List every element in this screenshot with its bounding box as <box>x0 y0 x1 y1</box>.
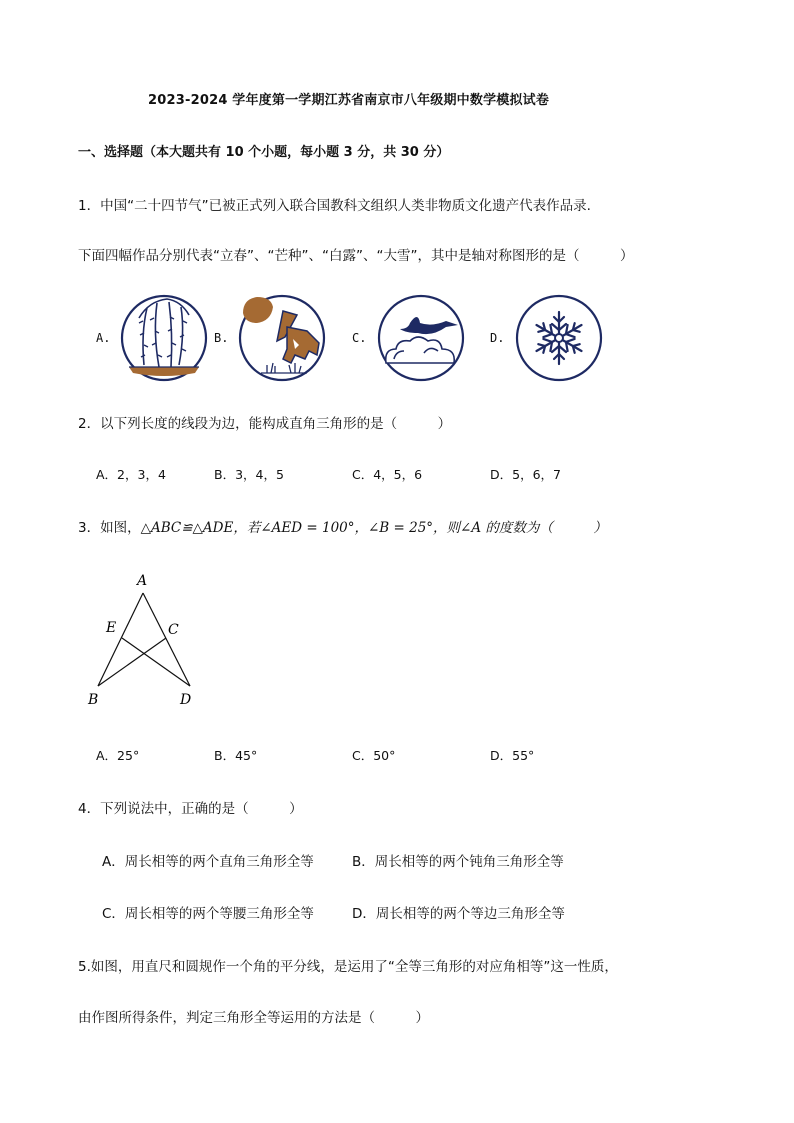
vertex-b-label: B <box>88 692 99 708</box>
vertex-d-label: D <box>180 692 192 708</box>
q4-option-c: C．周长相等的两个等腰三角形全等 <box>102 906 314 922</box>
vertex-e-label: E <box>106 620 117 636</box>
q5-line2: 由作图所得条件，判定三角形全等运用的方法是（ ） <box>78 1010 429 1026</box>
q4-option-d: D．周长相等的两个等边三角形全等 <box>352 906 565 922</box>
vertex-c-label: C <box>168 622 179 638</box>
page-title: 2023-2024 学年度第一学期江苏省南京市八年级期中数学模拟试卷 <box>148 93 550 108</box>
q4-option-a: A．周长相等的两个直角三角形全等 <box>102 854 314 870</box>
q1-option-c-label: C. <box>352 331 367 345</box>
q4-stem: 4．下列说法中，正确的是（ ） <box>78 801 303 817</box>
q3-option-a: A．25° <box>96 748 140 763</box>
q3-prefix: 3．如图， <box>78 520 141 536</box>
goose-icon <box>376 293 466 383</box>
q2-stem: 2．以下列长度的线段为边，能构成直角三角形的是（ ） <box>78 416 452 432</box>
q1-option-b-label: B. <box>214 331 229 345</box>
q3-condition: △ABC≌△ADE，若∠AED = 100°，∠B = 25°，则∠A 的度数为（ ） <box>140 520 607 536</box>
q3-option-c: C．50° <box>352 748 396 763</box>
q2-option-a: A．2，3，4 <box>96 467 166 482</box>
q3-stem <box>78 516 607 536</box>
snowflake-icon <box>514 293 604 383</box>
triangle-figure <box>84 568 208 712</box>
q2-option-b: B．3，4，5 <box>214 467 284 482</box>
q1-line2: 下面四幅作品分别代表“立春”、“芒种”、“白露”、“大雪”，其中是轴对称图形的是（ ） <box>78 248 634 264</box>
q5-line1: 5.如图，用直尺和圆规作一个角的平分线，是运用了“全等三角形的对应角相等”这一性质， <box>78 959 618 975</box>
q4-option-b: B．周长相等的两个钝角三角形全等 <box>352 854 564 870</box>
q1-line1: 1．中国“二十四节气”已被正式列入联合国教科文组织人类非物质文化遗产代表作品录. <box>78 198 591 214</box>
q3-option-b: B．45° <box>214 748 258 763</box>
farmer-icon <box>237 293 327 383</box>
vertex-a-label: A <box>137 573 148 589</box>
section-heading: 一、选择题（本大题共有 10 个小题，每小题 3 分，共 30 分） <box>78 145 450 160</box>
q2-option-d: D．5，6，7 <box>490 467 561 482</box>
q2-option-c: C．4，5，6 <box>352 467 423 482</box>
q1-option-d-label: D. <box>490 331 505 345</box>
willow-icon <box>119 293 209 383</box>
q3-option-d: D．55° <box>490 748 535 763</box>
q1-option-a-label: A. <box>96 331 111 345</box>
